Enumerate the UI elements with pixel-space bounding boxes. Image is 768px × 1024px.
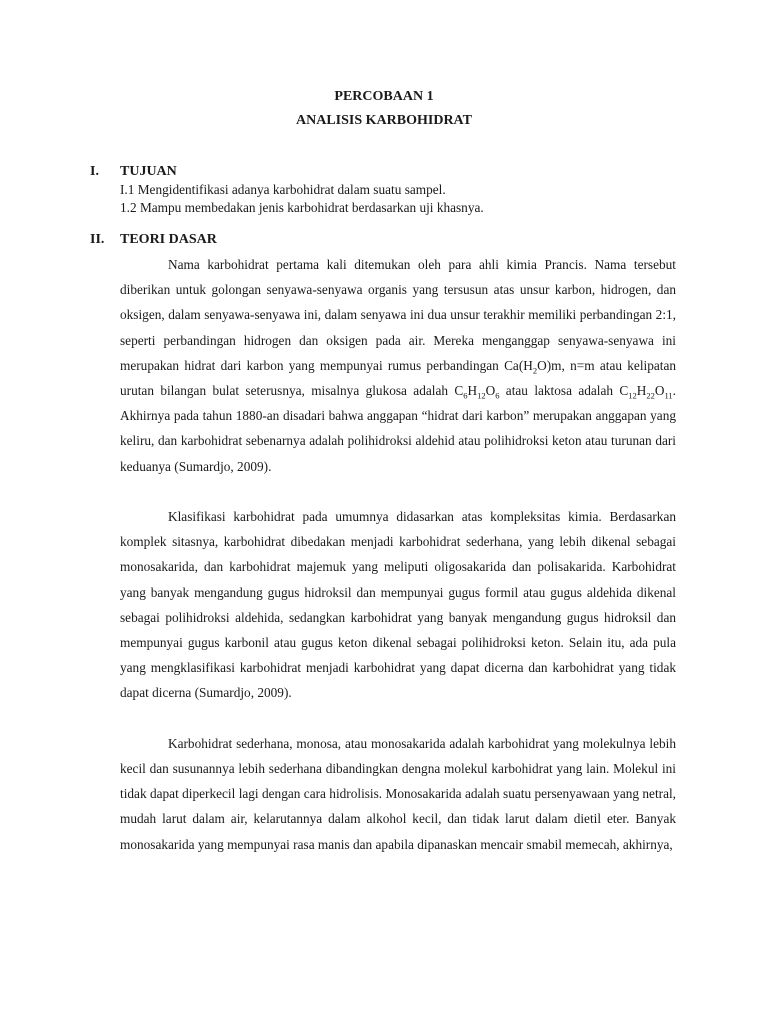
objective-item: 1.2 Mampu membedakan jenis karbohidrat berdasarkan uji khasnya. bbox=[120, 200, 484, 215]
paragraph: Klasifikasi karbohidrat pada umumnya didasarkan atas kompleksitas kimia. Berdasarkan komplek sitasnya, karbohidrat dibedakan menjadi karbohidrat sederhana, yang lebih dikenal sebagai monosakarida, dan karbohidrat majemuk yang meliputi oligosakarida dan polisakarida. Karbohidrat yang banyak mengandung gugus hidroksil dan mempunyai gugus formil atau gugus aldehida dikenal sebagai polihidroksi aldehida, sedangkan karbohidrat yang banyak mengandung gugus hidroksil dan mempunyai gugus karbonil atau gugus keton dikenal sebagai polihidroksi keton. Selain itu, ada pula yang mengklasifikasi karbohidrat menjadi karbohidrat yang dapat dicerna dan karbohidrat yang tidak dapat dicerna (Sumardjo, 2009). bbox=[120, 509, 676, 701]
objective-item: I.1 Mengidentifikasi adanya karbohidrat dalam suatu sampel. bbox=[120, 182, 446, 197]
theory-body bbox=[120, 252, 676, 882]
section-title: TUJUAN bbox=[120, 164, 177, 179]
section-heading bbox=[90, 231, 680, 249]
paragraph: Nama karbohidrat pertama kali ditemukan oleh para ahli kimia Prancis. Nama tersebut diberikan untuk golongan senyawa-senyawa organis yang tersusun atas unsur karbon, hidrogen, dan oksigen, dalam senyawa-senyawa ini, dalam senyawa ini dua unsur terakhir memiliki perbandingan 2:1, seperti perbandingan hidrogen dan oksigen pada air. Mereka menganggap senyawa-senyawa ini merupakan hidrat dari karbon yang mempunyai rumus perbandingan $Ca(H_2O)m$, n=m atau kelipatan urutan bilangan bulat seterusnya, misalnya glukosa adalah $C_6H_{12}O_6$ atau laktosa adalah $C_{12}H_{22}O_{11}$. Akhirnya pada tahun 1880-an disadari bahwa anggapan “hidrat dari karbon” merupakan anggapan yang keliru, dan karbohidrat sebenarnya adalah polihidroksi aldehid atau polihidroksi keton atau turunan dari keduanya (Sumardjo, 2009). bbox=[120, 257, 676, 474]
paragraph: Karbohidrat sederhana, monosa, atau monosakarida adalah karbohidrat yang molekulnya lebih kecil dan susunannya lebih sederhana dibandingkan dengna molekul karbohidrat yang lain. Molekul ini tidak dapat diperkecil lagi dengan cara hidrolisis. Monosakarida adalah suatu persenyawaan yang netral, mudah larut dalam air, kelarutannya dalam alkohol kecil, dan tidak larut dalam dietil eter. Banyak monosakarida yang mempunyai rasa manis dan apabila dipanaskan mencair smabil memecah, akhirnya, bbox=[120, 735, 676, 852]
section-tujuan bbox=[90, 163, 680, 217]
section-title: TEORI DASAR bbox=[120, 232, 217, 247]
section-heading bbox=[90, 163, 680, 181]
document-title-line2: ANALISIS KARBOHIDRAT bbox=[296, 113, 472, 128]
section-number: II. bbox=[90, 232, 105, 247]
section-teori-dasar bbox=[90, 231, 680, 249]
document-title-line1: PERCOBAAN 1 bbox=[334, 89, 434, 104]
section-number: I. bbox=[90, 164, 99, 179]
